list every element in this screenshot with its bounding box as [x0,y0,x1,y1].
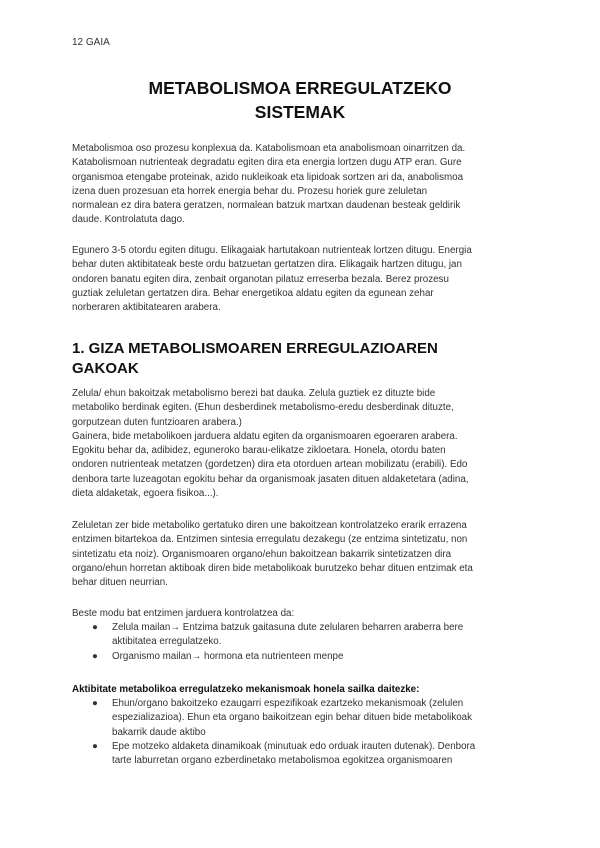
meals-paragraph [72,244,532,315]
text-line: Egokitu behar da, adibidez, eguneroko barau-elikatze zikloetara. Honela, otordu baten [72,445,446,457]
text-line: aktibitatea erregulatzeko. [112,636,222,648]
text-line: daude. Kontrolatuta dago. [72,214,185,226]
mechanisms-heading: Aktibitate metabolikoa erregulatzeko mekanismoak honela sailka daitezke: [72,684,420,695]
text-line: metaboliko berdinak egiten. (Ehun desberdinek metabolismo-eredu desberdinak dituzte, [72,402,454,414]
title-line: METABOLISMOA ERREGULATZEKO [148,78,452,98]
enzymes-paragraph [72,519,532,590]
text-line: behar duten aktibitateak beste ordu batzuetan gertatzen dira. Elikagaik hartzen ditugu, jan [72,259,462,271]
bullet-icon: ● [92,740,98,752]
list-item [92,621,532,650]
text-line: Metabolismoa oso prozesu konplexua da. Katabolismoan eta anabolismoan oinarritzen da. [72,143,466,154]
text-line: denbora tarte luzeagotan egokitu behar da organismoak jasaten dituen aldaketetara (adina, [72,473,469,485]
text-line: izena duen prozesuan eta horrek energia behar du. Prozesu horiek gure zeluletan [72,185,428,197]
list-item [92,697,532,740]
text-line: Zelula mailan→ Entzima batzuk gaitasuna dute zelularen beharren araberra bere [112,622,464,633]
intro-paragraph [72,142,532,228]
text-line: espezializazioa). Ehun eta organo baikoitzean egin behar dituen bide metabolikoak [112,712,473,724]
text-line: organismoa etengabe proteinak, azido nukleikoak eta lipidoak sortzen ari da, anabolismoa [72,171,464,183]
bullet-icon: ● [92,650,98,662]
control-list [92,621,532,664]
heading-line: GAKOAK [72,359,139,377]
text-line: sintetizatu eta noiz). Organismoaren organo/ehun bakoitzean bakarrik sintetizatzen dira [72,548,452,560]
text-line: guztiak zeluletan gertatzen dira. Behar energetikoa aldatu egiten da egunean zehar [72,287,434,299]
control-intro [72,607,532,621]
mechanisms-list [92,697,532,768]
text-line: normalean ez dira batera geratzen, normalean batzuk martxan daudenan besteak geldirik [72,200,461,212]
text-line: Epe motzeko aldaketa dinamikoak (minutuak edo orduak irauten dutenak). Denbora [112,740,476,752]
text-line: gorputzean duten funtzioaren arabera.) [72,416,242,428]
bullet-icon: ● [92,622,98,633]
text-line: Zeluletan zer bide metaboliko gertatuko diren une bakoitzean kontrolatzeko erarik errazena [72,520,467,531]
text-line: behar dituen neurrian. [72,577,168,589]
text-line: Ehun/organo bakoitzeko ezaugarri espezifikoak ezartzeko mekanismoak (zelulen [112,698,464,709]
text-line: ondoren nutrienteak metatzen (gordetzen) dira eta otorduen artean mobilizatu (erabili). Edo [72,459,468,471]
text-line: Gainera, bide metabolikoen jarduera aldatu egiten da organismoaren egoeraren arabera. [72,430,458,442]
title-line: SISTEMAK [254,102,346,122]
list-item [92,740,532,769]
list-item [92,650,532,664]
cells-paragraph [72,387,532,501]
section-heading [72,339,532,378]
page-title [72,76,528,124]
text-line: ondoren banatu egiten dira, zenbait organotan pilatuz erreserba bezala. Berez prozesu [72,273,449,285]
text-line: entzimen bitartekoa da. Entzimen sintesia erregulatu dezakegu (ze entzima sintetizatu, non [72,534,468,546]
heading-line: 1. GIZA METABOLISMOAREN ERREGULAZIOAREN [72,340,438,357]
text-line: norberaren aktibitatearen arabera. [72,302,221,314]
text-line: organo/ehun horretan aktiboak diren bide metabolikoak burutzeko behar dituen entzimak eta [72,562,473,574]
text-line: bakarrik daude aktibo [112,726,206,738]
bullet-icon: ● [92,698,98,709]
text-line: Egunero 3-5 otordu egiten ditugu. Elikagaiak hartutakoan nutrienteak lortzen ditugu. Energia [72,245,472,256]
text-line: Katabolismoan nutrienteak degradatu egiten dira eta energia lortzen dugu ATP eran. Gure [72,157,462,169]
text-line: Organismo mailan→ hormona eta nutrienteen menpe [112,650,344,662]
text-line: Beste modu bat entzimen jarduera kontrolatzea da: [72,608,295,619]
chapter-label: 12 GAIA [72,37,110,48]
text-line: dieta aldaketak, egoera fisikoa...). [72,488,219,500]
text-line: tarte laburretan organo ezberdinetako metabolismoa egokitzea organismoaren [112,755,453,767]
text-line: Zelula/ ehun bakoitzak metabolismo berezi bat dauka. Zelula guztiek ez dituzte bide [72,388,436,399]
